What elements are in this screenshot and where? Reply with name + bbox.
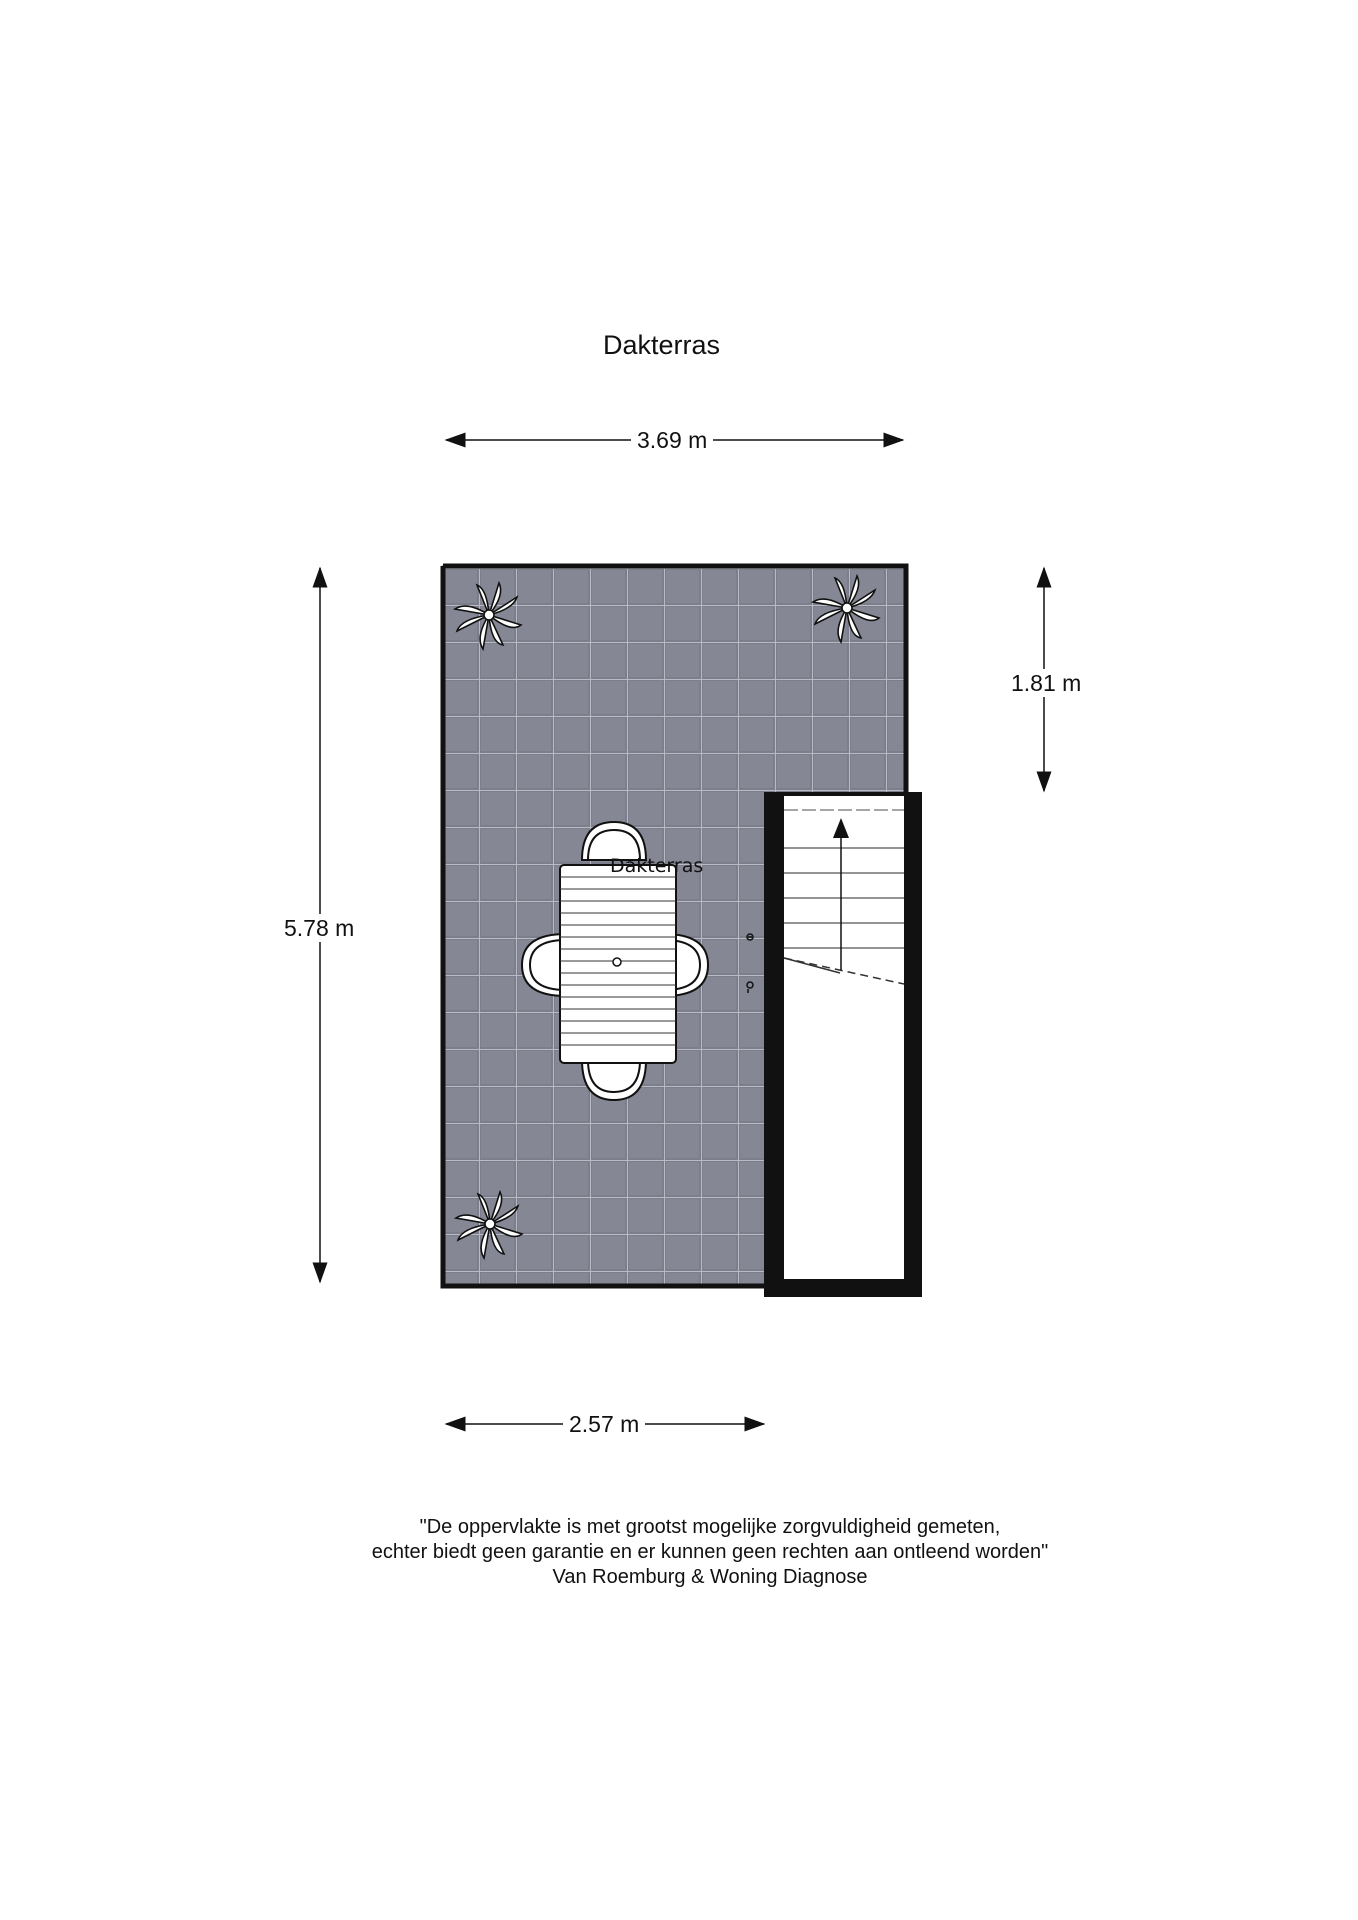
stair-wall-right: [904, 792, 922, 1297]
disclaimer: [0, 1515, 1358, 1590]
dimension-label-left: 5.78 m: [278, 914, 360, 942]
stair-wall-left: [764, 792, 784, 1297]
dimension-label-right: 1.81 m: [1005, 669, 1087, 697]
dimension-label-bottom: 2.57 m: [563, 1410, 645, 1438]
room-label: Dakterras: [610, 855, 704, 877]
stair-wall-top: [764, 792, 922, 796]
stair-wall-bottom: [764, 1279, 922, 1297]
disclaimer-line-2: echter biedt geen garantie en er kunnen geen rechten aan ontleend worden": [371, 1541, 1049, 1563]
stairwell-floor: [784, 796, 904, 1279]
dimension-label-top: 3.69 m: [631, 426, 713, 454]
page-title: Dakterras: [602, 330, 721, 360]
disclaimer-line-1: "De oppervlakte is met grootst mogelijke zorgvuldigheid gemeten,: [419, 1516, 1001, 1538]
dining-table-icon: [560, 865, 676, 1063]
disclaimer-line-3: Van Roemburg & Woning Diagnose: [552, 1566, 868, 1588]
